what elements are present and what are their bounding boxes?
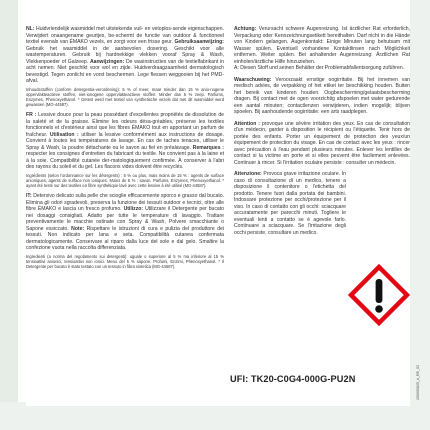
fr-ingredients: Ingrédients (selon l'ordonnance sur les détergents) : 5 % ou plus, mais moins de 15 % : agents de surface anioniques, agents de surface non ioniques. Moins de 5 % : savon. Parfums, Enzymes, Phenoxyethanol. * ayant été testé sur des textiles en fibre synthétique lavé avec cette lessive à été utilisé (MG-44587). [26,172,224,189]
fr-warning [234,121,410,167]
print-reference-code: 200000825_b_RE_03 [416,365,420,400]
fr-notes-title: Remarques : [192,144,224,151]
fr-description [26,112,224,171]
nl-lead: NL: [26,26,35,32]
nl-ingredients: Inhoudsstoffen (conform detergentia-verordening): 5 % of meer, maar minder dan 15 % anio-nogene oppervlakteactieve stoffen, niet-ionogene oppervlakteactieve stoffen. Minder dan 5 % zeep. Parfums, Enzymes, Phenoxyethanol. * Getest werd met textiel van synthetische vezels dat met dit wasmiddel werd gewassen (MG-44587). [26,86,224,108]
it-usage: Utilizzare il Detergente per bucato nei dosaggi consigliati. Adatto per tutte le temperature di lavaggio. Trattare preventivamente le macchie ostinate con Spray & Wash, Polvere smacchiante o Sapone essiccato. [26,206,224,232]
it-warning-body: Provoca grave irritazione oculare. In caso di consultazione di un medico, tenere a disposizione il contenitore o l'etichetta del prodotto. Tenere fuori dalla portata dei bambini. Indossare protezione per occhi/protezione per il viso. In caso di contatto con gli occhi: sciacquare accuratamente per parecchi minuti. Togliere le eventuali lenti a contatto se è agevole farlo. Continuare a sciacquare. Se l'irritazione degli occhi persiste, consultare un medico. [234,171,346,236]
nl-description [26,26,224,85]
it-ingredients: Ingredienti (a norma del regolamento sui detergenti): uguale o superiore al 5 % ma inferiore al 15 % tensioattivi anionici, tensioattivi non ionici. Meno del 5 % sapone. Profumi, Enzimi, Phenoxyethanol. * Il Detergente per bucato è stato testato con un tessuto in fibra sintetica (MG-44587). [26,253,224,270]
fr-body: Lessive douce pour la peau possédant d'excellentes propriétés de dissolution de la saleté et de la graisse. Élimine les odeurs désa-gréables, préserve les textiles fonctionnels et d'extérieur ainsi que les fibres ÉMAKO tout en apportant un parfum de fraîcheur. [26,112,224,138]
package-edge-left [0,0,18,430]
de-warning-body: Verursacht schwere Augenreizung. Ist ärztlicher Rat erforderlich, Verpackung oder Kennzeichnungsetikett bereithalten. Darf nicht in die Hände von Kindern gelangen. Augenkontakt: Einige Minuten lang behutsam mit Wasser spülen. Eventuell vorhandene Kontaktlinsen nach Möglichkeit entfernen. Weiter spülen. Bei anhaltender Augenreizung: Ärztlichen Rat einholen/ärztliche Hilfe hinzuziehen. [234,26,410,65]
nl-usage: Gebruik het wasmiddel in de aanbevolen dosering. Geschikt voor alle wastemperaturen. Gebruik bij hardnekkige vlekken vooraf Spray & Wash, Vlekkenpoeder of Galzeep. [26,45,224,65]
nl-body: Huidvriendelijk wasmiddel met uitstekende vuil- en vetoplos-sende eigenschappen. Verwijdert onaangename geurtjes, be-schermt de functie van outdoor & functioneel textiel evenals van ÉMAKO vezels, en zorgt voor een frisse geur. [26,26,224,45]
de-warning [234,26,410,72]
nl-warning [234,77,410,116]
it-usage-title: Utilizzo: [123,206,144,213]
it-warning [234,171,410,236]
fr-usage-title: Utilisation : [49,131,79,138]
ghs-exclamation-pictogram-icon [348,264,410,326]
ufi-code: UFI: TK20-C0G4-000G-PU2N [230,374,356,384]
fr-warning-body: provoque une sévère irritation des yeux. En cas de consultation d'un médecin, garder à disposition le récipient ou l'étiquette. Tenir hors de portée des enfants. Porter un équipement de protection des yeux/un équipement de protection du visage. En cas de contact avec les yeux : rincer avec précaution à l'eau pendant plusieurs minutes. Enlever les lentilles de contact si la victime en porte et si elles peuvent être facilement enlevées. Continuer à rincer. Si l'irritation oculaire persiste : consulter un médecin. [234,120,410,166]
fr-notes: respecter les consignes d'entretien du fabricant du textile. Ne convient pas à la laine et à la soie. Compatibilité cutanée der-matologiquement confirmée. À conserver à l'abri des rayons du soleil et du gel. Les flacons vides doivent être recyclés. [26,151,224,171]
left-column [26,26,224,406]
nl-usage-title: Gebruiksaanwijzing: [174,39,224,45]
product-label [26,26,410,406]
it-description [26,193,224,252]
nl-notes-title: Aanwijzingen: [89,58,125,65]
nl-warning-body: Veroorzaakt ernstige oogirritatie. Bij het innemen van medisch advies, de verpakking of het etiket ter beschikking houden. Buiten het bereik van kinderen houden. Oogbescherming/gelaatsbescherming dragen. Bij contact met de ogen voorzichtig afspoelen met water gedurende een aantal minuten; contactlenzen verwijderen, indien mogelijk; blijven spoelen. Bij aanhoudende oogirritatie: een arts raadplegen. [234,76,410,115]
fr-usage: utiliser la lessive conformément aux instructions de dosage. Convient à toutes les températures de lavage. En cas de taches tenaces, utiliser le Spray & Wash, la poudre détachante ou le savon au fiel en préalavage. [26,131,224,151]
right-column [234,26,410,406]
fr-warning-lead: Attention : [234,120,260,127]
it-body: Detersivo delicato sulla pelle che scioglie efficacemente sporco e grasso dal bucato. Elimina gli odori sgradevoli, preserva la funzione dei tessuti outdoor e tecnici, oltre alle fibre ÉMAKO e lascia un fresco profumo. [26,193,224,213]
fr-lead: FR : [26,112,37,119]
de-disposal: A: Diesen Stoff und seinen Behälter der Problemabfallentsorgung zuführen. [234,65,405,71]
it-lead: IT: [26,193,32,200]
it-warning-lead: Attenzione: [234,171,262,177]
nl-warning-lead: Waarschuwing: [234,76,272,83]
nl-notes: De wasinstructies van de textielfabrikant in acht nemen. Niet geschikt voor wol en zijde. Huidverdraagzaamheid dermatologisch bevestigd. Tegen zonlicht en vorst beschermen. Lege flessen weggooien bij het PMD-afval. [26,58,224,84]
it-notes-title: Note: [71,225,85,232]
de-warning-lead: Achtung: [234,26,257,32]
package-edge-bottom [0,402,430,430]
it-notes: Rispettare le istruzioni di cura e pulizia del produttore dei tessuti. Non indicato per lana e seta. Compatibilità cutanea confermata dermatologicamente. Conservare al riparo dalla luce del sole e dal gelo. Smaltire la confezione vuota nella raccolta differenziata. [26,225,224,252]
